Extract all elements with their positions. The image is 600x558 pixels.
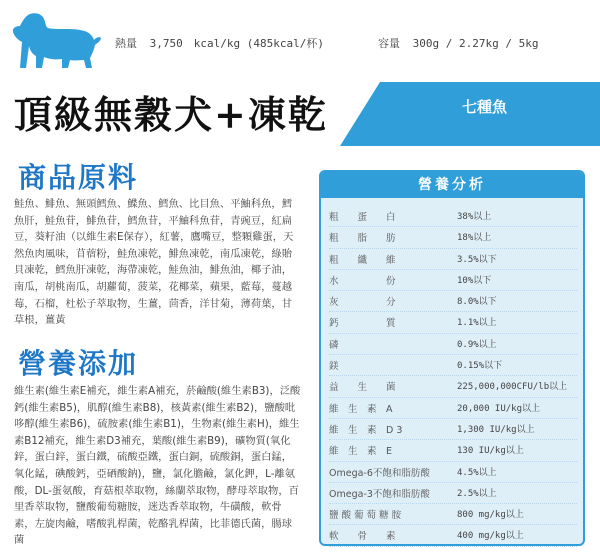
- nutrient-value: 8.0%以下: [457, 297, 497, 308]
- nutrient-value: 0.9%以上: [457, 339, 497, 350]
- nutrient-value: 1,300 IU/kg以上: [457, 424, 535, 435]
- capacity-info: [378, 35, 538, 51]
- nutrition-title: 營養分析: [321, 172, 583, 198]
- nutrition-row: [329, 206, 577, 227]
- nutrition-row: [329, 291, 577, 312]
- nutrition-row: [329, 270, 577, 291]
- nutrition-table: [329, 206, 577, 547]
- capacity-value: 300g / 2.27kg / 5kg: [412, 37, 539, 50]
- ingredients-text: 鮭魚、鯡魚、無頭鱈魚、鰈魚、鱈魚、比目魚、平鮋科魚，鱈魚肝，鮭魚苷，鯡魚苷，鱈魚苷，平鮋科魚苷，青豌豆，紅扁豆，葵籽油（以維生素E保存），紅薯，鷹嘴豆，整顆雞蛋，天然魚肉風味，苜蓿粉，鮭魚凍乾，鯡魚凍乾，南瓜凍乾，綠貽貝凍乾，鱈魚肝凍乾，海帶凍乾，鮭魚油，鯡魚油，椰子油，南瓜，胡桃南瓜，胡蘿蔔，菠菜，花椰菜，蘋果，藍莓，蔓越莓，石榴，杜松子萃取物，生薑，茴香，洋甘菊，薄荷葉，甘草根，薑黃: [14, 198, 294, 327]
- nutrition-row: [329, 334, 577, 355]
- nutrient-label: 粗 蛋 白: [329, 212, 396, 223]
- top-bar: [0, 0, 600, 78]
- nutrient-label: 維 生 素 D 3: [329, 424, 403, 436]
- nutrient-value: 4.5%以上: [457, 467, 497, 478]
- nutrient-label: Omega-6不飽和脂肪酸: [329, 467, 430, 479]
- nutrient-value: 18%以上: [457, 233, 492, 244]
- nutrition-row: [329, 525, 577, 546]
- nutrition-panel: [319, 170, 585, 546]
- additives-text: 維生素(維生素E補充，維生素A補充，菸鹼酸(維生素B3)，泛酸鈣(維生素B5)，肌醇(維生素B8)，核黃素(維生素B2)，鹽酸吡哆醇(維生素B6)，硫胺素(維生素B1)，生物素(維生素H)，維生素B12補充，維生素D3補充，葉酸(維生素B9)，礦物質(氧化鋅，蛋白鋅，蛋白鐵，硫酸亞鐵，蛋白銅，硫酸銅，蛋白錳，氧化錳，碘酸鈣，亞硒酸鈉)，鹽，氯化膽鹼，氯化鉀，L-離氨酸，DL-蛋氨酸，育菇根萃取物，絲蘭萃取物，酵母萃取物，百里香萃取物，鹽酸葡萄糖胺，迷迭香萃取物，牛磺酸，軟骨素，左旋肉鹼，嗜酸乳桿菌，乾酪乳桿菌，比菲德氏菌，腸球菌: [14, 385, 301, 547]
- nutrient-label: 磷: [329, 339, 339, 351]
- nutrition-row: [329, 419, 577, 440]
- additives-title: 營養添加: [18, 347, 139, 380]
- nutrient-value: 800 mg/kg以上: [457, 510, 524, 521]
- nutrition-row: [329, 504, 577, 525]
- nutrient-label: 維 生 素 A: [329, 403, 393, 415]
- nutrient-label: 水 份: [329, 275, 396, 287]
- nutrient-value: 10%以下: [457, 275, 492, 286]
- nutrient-label: 維 生 素 E: [329, 446, 393, 458]
- nutrient-value: 1.1%以上: [457, 318, 497, 329]
- nutrition-row: [329, 249, 577, 270]
- nutrient-label: 粗 纖 維: [329, 254, 396, 266]
- nutrient-label: 灰 分: [329, 297, 396, 309]
- nutrient-label: 鈣 質: [329, 318, 396, 330]
- nutrient-value: 400 mg/kg以上: [457, 531, 524, 542]
- dog-silhouette-icon: [12, 10, 102, 70]
- nutrient-label: 鎂: [329, 361, 339, 373]
- product-variant: 七種魚: [462, 98, 508, 116]
- nutrient-value: 20,000 IU/kg以上: [457, 403, 541, 414]
- ingredients-title: 商品原料: [18, 161, 139, 194]
- nutrient-value: 38%以上: [457, 212, 492, 222]
- nutrition-row: [329, 483, 577, 504]
- calorie-label: 熱量: [115, 37, 137, 50]
- nutrient-label: 粗 脂 肪: [329, 233, 396, 245]
- nutrition-row: [329, 355, 577, 376]
- nutrient-value: 0.15%以下: [457, 361, 503, 372]
- nutrition-row: [329, 462, 577, 483]
- nutrient-value: 2.5%以上: [457, 488, 497, 499]
- nutrient-label: 益 生 菌: [329, 382, 396, 394]
- nutrition-row: [329, 376, 577, 397]
- product-title: 頂級無穀犬+凍乾: [14, 92, 328, 137]
- nutrition-row: [329, 227, 577, 248]
- nutrient-label: 軟 骨 素: [329, 531, 396, 543]
- capacity-label: 容量: [378, 37, 400, 50]
- nutrient-label: Omega-3不飽和脂肪酸: [329, 488, 430, 500]
- nutrient-value: 225,000,000CFU/lb以上: [457, 382, 568, 393]
- nutrition-row: [329, 440, 577, 461]
- nutrient-label: 鹽 酸 葡 萄 糖 胺: [329, 510, 402, 522]
- calorie-value: 3,750 kcal/kg (485kcal/杯): [149, 37, 324, 50]
- nutrition-row: [329, 312, 577, 333]
- nutrient-value: 130 IU/kg以上: [457, 446, 524, 457]
- nutrient-value: 3.5%以下: [457, 254, 497, 265]
- calorie-info: [115, 35, 324, 51]
- nutrition-row: [329, 398, 577, 419]
